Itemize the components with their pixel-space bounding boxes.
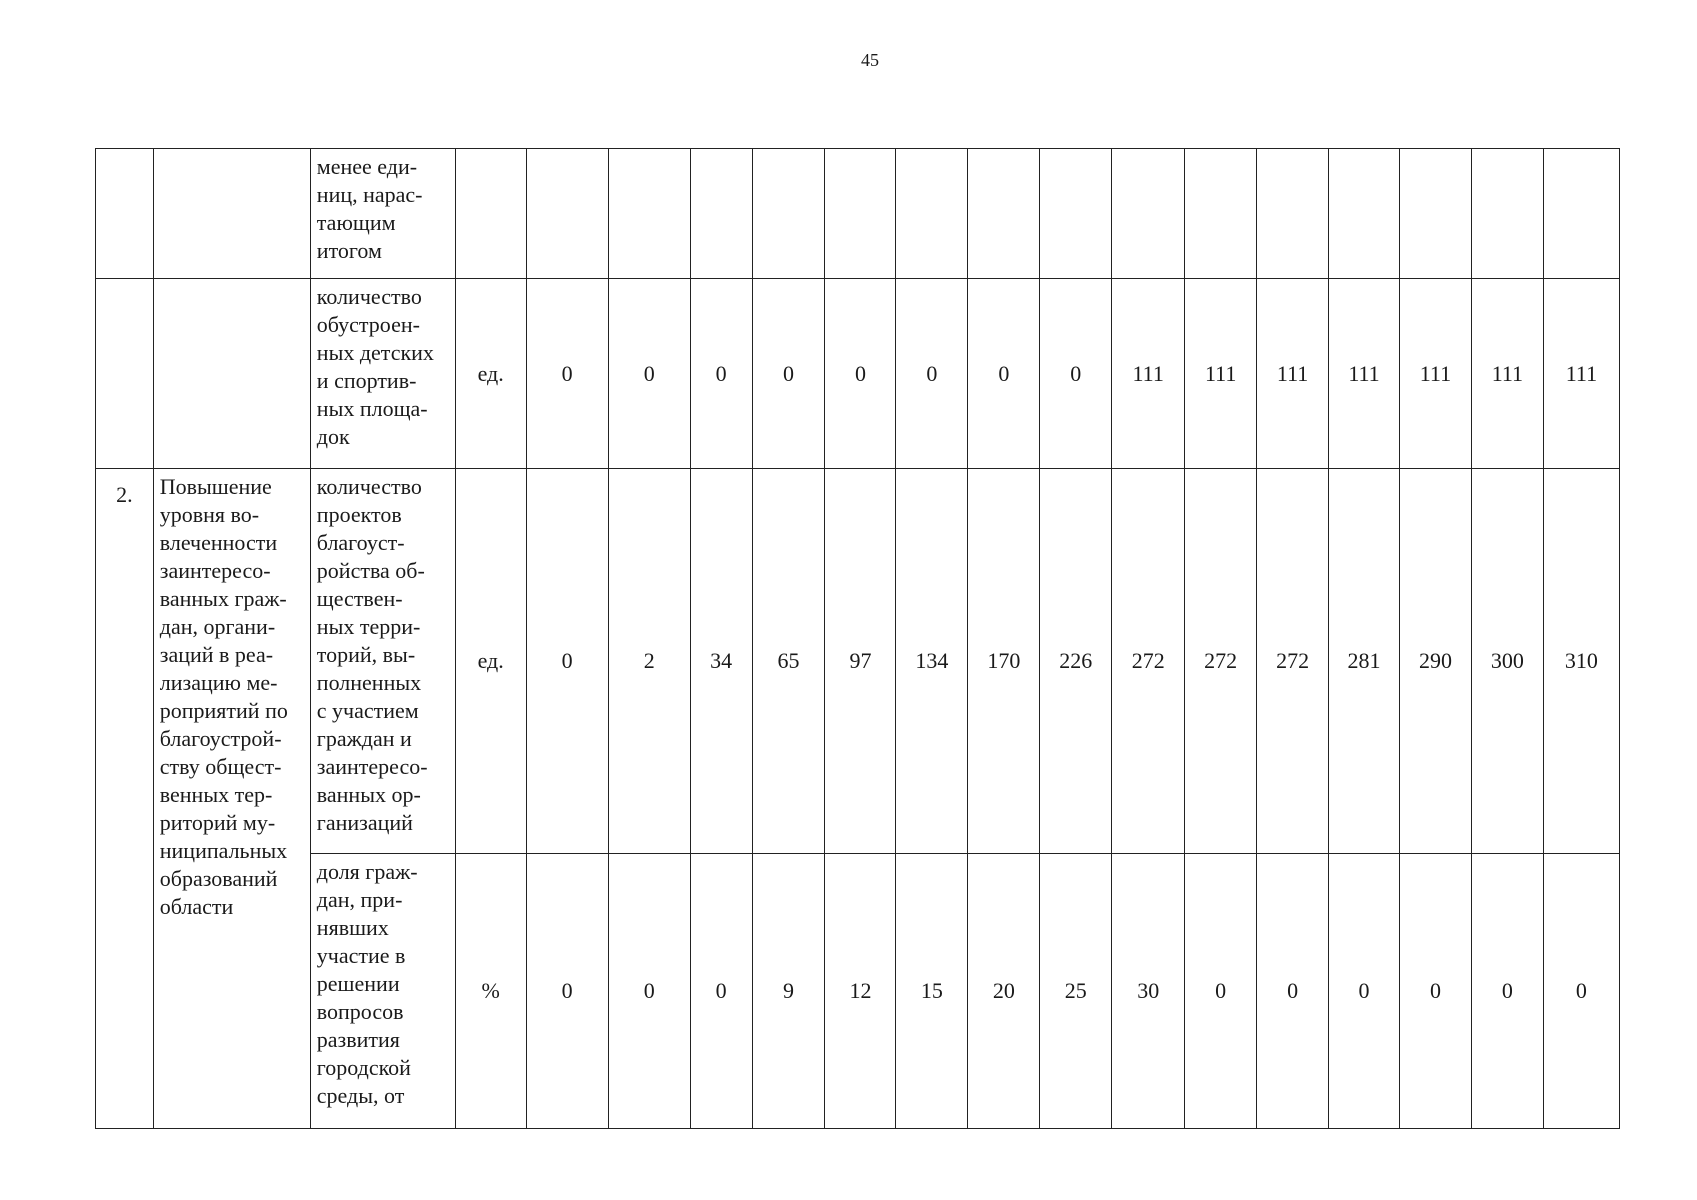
- unit-cell: ед.: [455, 279, 526, 469]
- indicator-cell: доля граж- дан, при- нявших участие в решении вопросов развития городской среды, от: [310, 854, 455, 1129]
- value-cell: 0: [1257, 854, 1329, 1129]
- value-cell: 272: [1257, 469, 1329, 854]
- unit-cell: [455, 149, 526, 279]
- value-cell: 0: [1185, 854, 1257, 1129]
- value-cell: [1471, 149, 1543, 279]
- value-cell: 111: [1471, 279, 1543, 469]
- value-cell: [752, 149, 825, 279]
- section-goal: Повышение уровня во- влеченности заинтересо- ванных граж- дан, органи- заций в реа- лизацию ме- роприятий по благоустрой- ству общест- венных тер- риторий му- ниципальных образований области: [153, 469, 310, 1129]
- value-cell: 0: [1040, 279, 1112, 469]
- value-cell: 300: [1471, 469, 1543, 854]
- value-cell: 97: [825, 469, 896, 854]
- value-cell: 111: [1112, 279, 1185, 469]
- value-cell: 0: [1399, 854, 1471, 1129]
- value-cell: 272: [1185, 469, 1257, 854]
- value-cell: 15: [896, 854, 968, 1129]
- value-cell: 111: [1185, 279, 1257, 469]
- value-cell: 111: [1543, 279, 1619, 469]
- cell-goal: [153, 149, 310, 279]
- unit-cell: ед.: [455, 469, 526, 854]
- value-cell: [1040, 149, 1112, 279]
- value-cell: 0: [526, 469, 608, 854]
- page-number: 45: [861, 50, 879, 70]
- value-cell: 0: [752, 279, 825, 469]
- value-cell: 272: [1112, 469, 1185, 854]
- indicator-cell: количество проектов благоуст- ройства об- ществен- ных терри- торий, вы- полненных с участием граждан и заинтересо- ванных ор- ганизаций: [310, 469, 455, 854]
- value-cell: 170: [968, 469, 1040, 854]
- section-number: 2.: [96, 469, 154, 1129]
- table-row-continuation: [96, 149, 1620, 279]
- value-cell: 12: [825, 854, 896, 1129]
- value-cell: [1185, 149, 1257, 279]
- value-cell: [1329, 149, 1400, 279]
- value-cell: 0: [608, 854, 690, 1129]
- value-cell: 0: [1471, 854, 1543, 1129]
- value-cell: 65: [752, 469, 825, 854]
- value-cell: 111: [1329, 279, 1400, 469]
- value-cell: 0: [690, 279, 752, 469]
- value-cell: 34: [690, 469, 752, 854]
- table-row-projects: [96, 469, 1620, 854]
- value-cell: [896, 149, 968, 279]
- indicator-cell: менее еди- ниц, нарас- тающим итогом: [310, 149, 455, 279]
- value-cell: 111: [1257, 279, 1329, 469]
- value-cell: 0: [1329, 854, 1400, 1129]
- value-cell: 290: [1399, 469, 1471, 854]
- value-cell: 25: [1040, 854, 1112, 1129]
- value-cell: 0: [896, 279, 968, 469]
- indicators-table: [95, 148, 1620, 1129]
- value-cell: 0: [1543, 854, 1619, 1129]
- table-row-share: [96, 854, 1620, 1129]
- cell-goal: [153, 279, 310, 469]
- indicator-cell: количество обустроен- ных детских и спортив- ных площа- док: [310, 279, 455, 469]
- table-row-playgrounds: [96, 279, 1620, 469]
- value-cell: 134: [896, 469, 968, 854]
- value-cell: 0: [526, 279, 608, 469]
- cell-number: [96, 279, 154, 469]
- value-cell: 2: [608, 469, 690, 854]
- value-cell: [1257, 149, 1329, 279]
- value-cell: 9: [752, 854, 825, 1129]
- value-cell: [1112, 149, 1185, 279]
- unit-cell: %: [455, 854, 526, 1129]
- value-cell: 226: [1040, 469, 1112, 854]
- value-cell: 0: [825, 279, 896, 469]
- value-cell: 0: [608, 279, 690, 469]
- value-cell: 0: [968, 279, 1040, 469]
- value-cell: [825, 149, 896, 279]
- value-cell: [1543, 149, 1619, 279]
- value-cell: 281: [1329, 469, 1400, 854]
- value-cell: 310: [1543, 469, 1619, 854]
- value-cell: 0: [690, 854, 752, 1129]
- value-cell: 0: [526, 854, 608, 1129]
- value-cell: [608, 149, 690, 279]
- value-cell: [690, 149, 752, 279]
- value-cell: 30: [1112, 854, 1185, 1129]
- value-cell: 20: [968, 854, 1040, 1129]
- value-cell: [1399, 149, 1471, 279]
- value-cell: 111: [1399, 279, 1471, 469]
- cell-number: [96, 149, 154, 279]
- value-cell: [968, 149, 1040, 279]
- value-cell: [526, 149, 608, 279]
